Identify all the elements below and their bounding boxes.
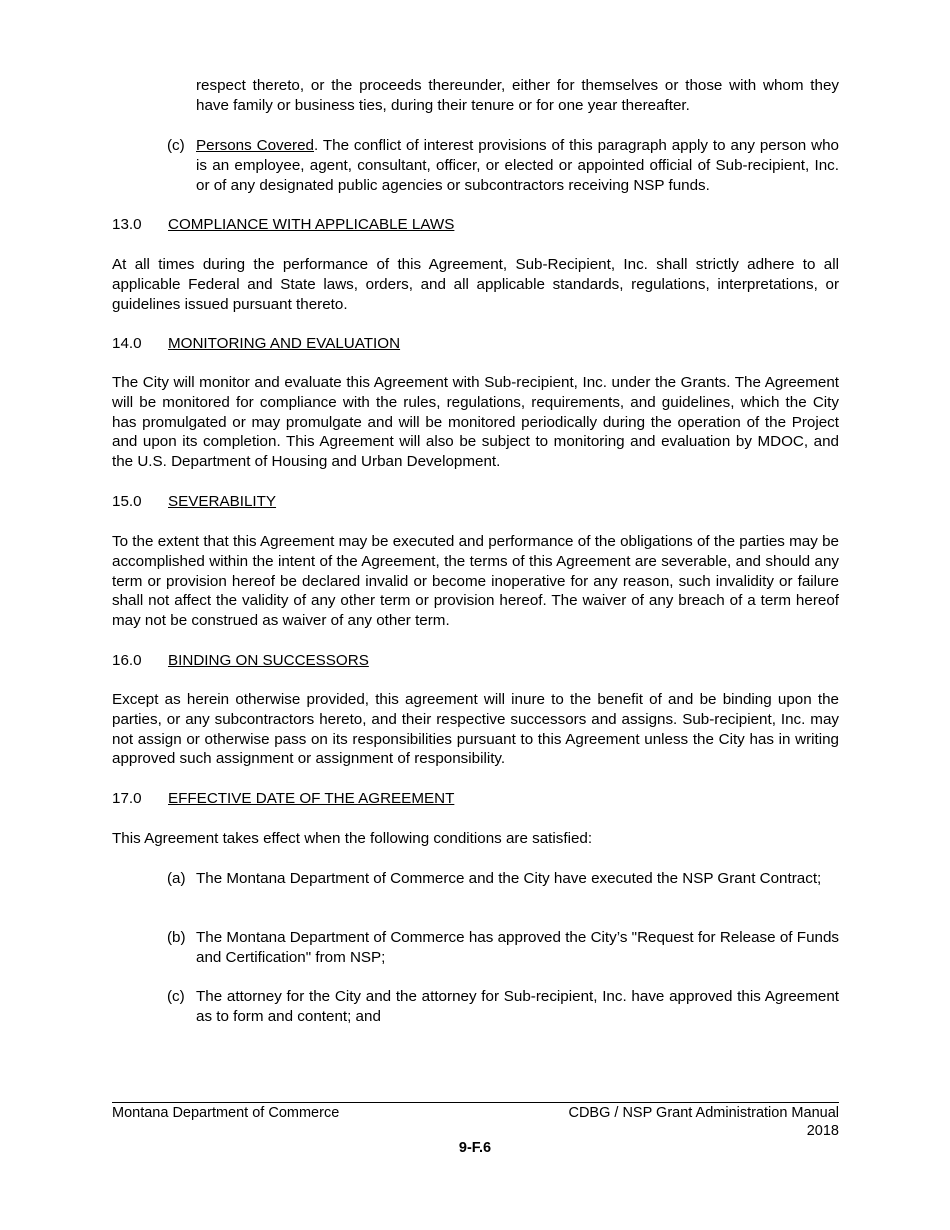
list-marker: (c) <box>167 988 185 1005</box>
persons-covered-title: Persons Covered <box>196 137 315 154</box>
condition-text: The Montana Department of Commerce has approved the City’s "Request for Release of Funds and Certification" from NSP; <box>196 929 839 966</box>
continuation-paragraph: respect thereto, or the proceeds thereunder, either for themselves or those with whom they have family or business ties, during their tenure or for one year thereafter. <box>196 77 839 114</box>
condition-item-c <box>167 987 839 1027</box>
page-number: 9-F.6 <box>458 1140 492 1156</box>
persons-covered-text: . The conflict of interest provisions of this paragraph apply to any person who is an employee, agent, consultant, officer, or elected or appointed official of Sub-recipient, Inc. or of any designated public agencies or subcontractors receiving NSP funds. <box>196 137 840 194</box>
section-title: EFFECTIVE DATE OF THE AGREEMENT <box>168 790 455 807</box>
section-number: 16.0 <box>112 652 142 669</box>
footer-right-text <box>568 1104 839 1140</box>
footer-left-text: Montana Department of Commerce <box>112 1105 340 1121</box>
section-title: BINDING ON SUCCESSORS <box>168 652 369 669</box>
section-heading-17 <box>112 789 454 809</box>
persons-covered-item <box>167 136 839 195</box>
section-title: SEVERABILITY <box>168 493 277 510</box>
section-heading-14 <box>112 334 400 354</box>
section-number: 15.0 <box>112 493 142 510</box>
section-heading-13 <box>112 215 454 235</box>
section-paragraph-17: This Agreement takes effect when the following conditions are satisfied: <box>112 830 593 847</box>
section-paragraph-13: At all times during the performance of this Agreement, Sub-Recipient, Inc. shall strictly adhere to all applicable Federal and State laws, orders, and all applicable standards, regulations, interpretations, or guidelines issued pursuant thereto. <box>112 256 839 313</box>
section-paragraph-15: To the extent that this Agreement may be executed and performance of the obligations of the parties may be accomplished within the intent of the Agreement, the terms of this Agreement are severable, and should any term or provision hereof be declared invalid or become inoperative for any reason, such invalidity or failure shall not affect the validity of any other term or provision hereof. The waiver of any breach of a term hereof may not be construed as waiver of any other term. <box>112 533 839 630</box>
condition-item-a <box>167 869 839 889</box>
list-marker: (c) <box>167 137 185 154</box>
footer-manual-title: CDBG / NSP Grant Administration Manual <box>568 1105 839 1121</box>
footer-divider <box>112 1102 839 1103</box>
section-heading-15 <box>112 492 276 512</box>
condition-item-b <box>167 928 839 968</box>
section-title: COMPLIANCE WITH APPLICABLE LAWS <box>168 216 455 233</box>
section-number: 14.0 <box>112 335 142 352</box>
list-marker: (b) <box>167 929 186 946</box>
condition-text: The attorney for the City and the attorney for Sub-recipient, Inc. have approved this Agreement as to form and content; and <box>196 988 839 1025</box>
section-number: 17.0 <box>112 790 142 807</box>
footer-year: 2018 <box>806 1123 839 1139</box>
section-paragraph-14: The City will monitor and evaluate this Agreement with Sub-recipient, Inc. under the Grants. The Agreement will be monitored for compliance with the rules, regulations, requirements, and guidelines, which the City has promulgated or may promulgate and will be monitored periodically during the operation of the Project and upon its completion. This Agreement will also be subject to monitoring and evaluation by MDOC, and the U.S. Department of Housing and Urban Development. <box>112 374 839 471</box>
condition-text: The Montana Department of Commerce and the City have executed the NSP Grant Contract; <box>196 870 822 887</box>
section-heading-16 <box>112 651 369 671</box>
list-marker: (a) <box>167 870 186 887</box>
persons-covered-content <box>196 136 839 195</box>
section-number: 13.0 <box>112 216 142 233</box>
section-title: MONITORING AND EVALUATION <box>168 335 401 352</box>
section-paragraph-16: Except as herein otherwise provided, this agreement will inure to the benefit of and be binding upon the parties, or any subcontractors hereto, and their respective successors and assigns. Sub-recipient, Inc. may not assign or otherwise pass on its responsibilities pursuant to this Agreement unless the City has in writing approved such assignment or assignment of responsibility. <box>112 691 839 768</box>
